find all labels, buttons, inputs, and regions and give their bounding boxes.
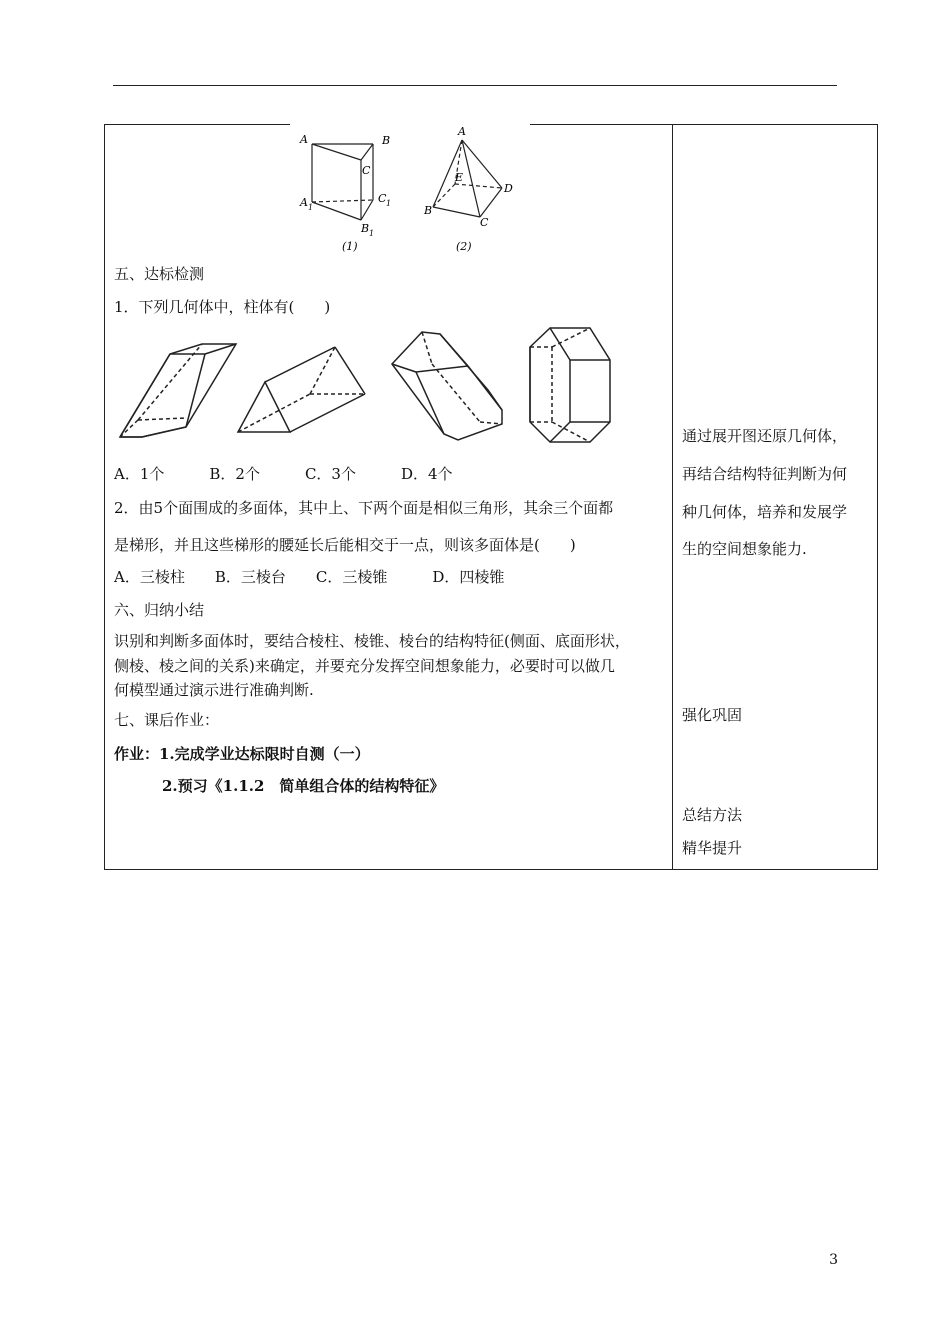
fig2-label-b: B: [424, 204, 433, 217]
question-2-line-2: 是梯形，并且这些梯形的腰延长后能相交于一点，则该多面体是( ): [114, 536, 576, 554]
side-note-2: 再结合结构特征判断为何: [682, 465, 848, 483]
summary-line-2: 侧棱、棱之间的关系)来确定，并要充分发挥空间想象能力，必要时可以做几: [114, 657, 615, 675]
summary-line-3: 何模型通过演示进行准确判断.: [114, 681, 314, 699]
solid-hexagonal-prism: [392, 332, 502, 440]
fig1-label-b: B: [382, 134, 391, 147]
fig1-label-c1-sub: 1: [386, 199, 392, 208]
section-7-heading: 七、课后作业：: [114, 711, 220, 729]
fig1-label-c1: C: [378, 192, 387, 205]
section-5-heading: 五、达标检测: [114, 265, 205, 283]
solids-figure-row: [110, 322, 620, 447]
prism-figure-1: [312, 144, 373, 220]
fig2-caption: (2): [456, 240, 472, 253]
fig1-label-a: A: [300, 133, 308, 146]
fig2-label-c: C: [480, 216, 489, 229]
fig1-label-c: C: [362, 164, 371, 177]
fig1-label-b1-sub: 1: [369, 229, 375, 238]
side-note-5: 强化巩固: [682, 706, 743, 724]
side-note-6: 总结方法: [682, 806, 743, 824]
side-note-7: 精华提升: [682, 839, 743, 857]
question-1: 1．下列几何体中，柱体有( ): [114, 298, 331, 316]
question-1-options: A．1个 B．2个 C．3个 D．4个: [114, 465, 453, 483]
header-rule: [113, 85, 837, 86]
solid-triangular-prism: [238, 347, 365, 432]
homework-item-2: 2.预习《1.1.2 简单组合体的结构特征》: [162, 777, 445, 795]
fig1-label-a1: A: [300, 196, 308, 209]
fig2-label-e: E: [455, 171, 464, 184]
question-2-line-1: 2．由5个面围成的多面体，其中上、下两个面是相似三角形，其余三个面都: [114, 499, 614, 517]
homework-item-1: 作业：1.完成学业达标限时自测（一）: [114, 745, 370, 763]
fig1-caption: (1): [342, 240, 358, 253]
top-figures: [290, 122, 530, 257]
side-note-3: 种几何体，培养和发展学: [682, 503, 848, 521]
side-note-1: 通过展开图还原几何体，: [682, 427, 848, 445]
fig1-label-b1: B: [361, 222, 370, 235]
fig1-label-a1-sub: 1: [308, 203, 314, 212]
question-2-options: A．三棱柱 B．三棱台 C．三棱锥 D．四棱锥: [114, 568, 505, 586]
section-6-heading: 六、归纳小结: [114, 601, 205, 619]
fig2-label-a: A: [458, 125, 466, 138]
page-number: 3: [829, 1252, 838, 1268]
fig2-label-d: D: [504, 182, 513, 195]
pyramid-figure-2: [433, 140, 502, 217]
solid-parallelepiped: [120, 344, 236, 437]
solid-octagonal-prism: [530, 328, 610, 442]
side-note-4: 生的空间想象能力.: [682, 540, 807, 558]
summary-line-1: 识别和判断多面体时，要结合棱柱、棱锥、棱台的结构特征(侧面、底面形状，: [114, 632, 630, 650]
column-divider: [672, 125, 673, 869]
